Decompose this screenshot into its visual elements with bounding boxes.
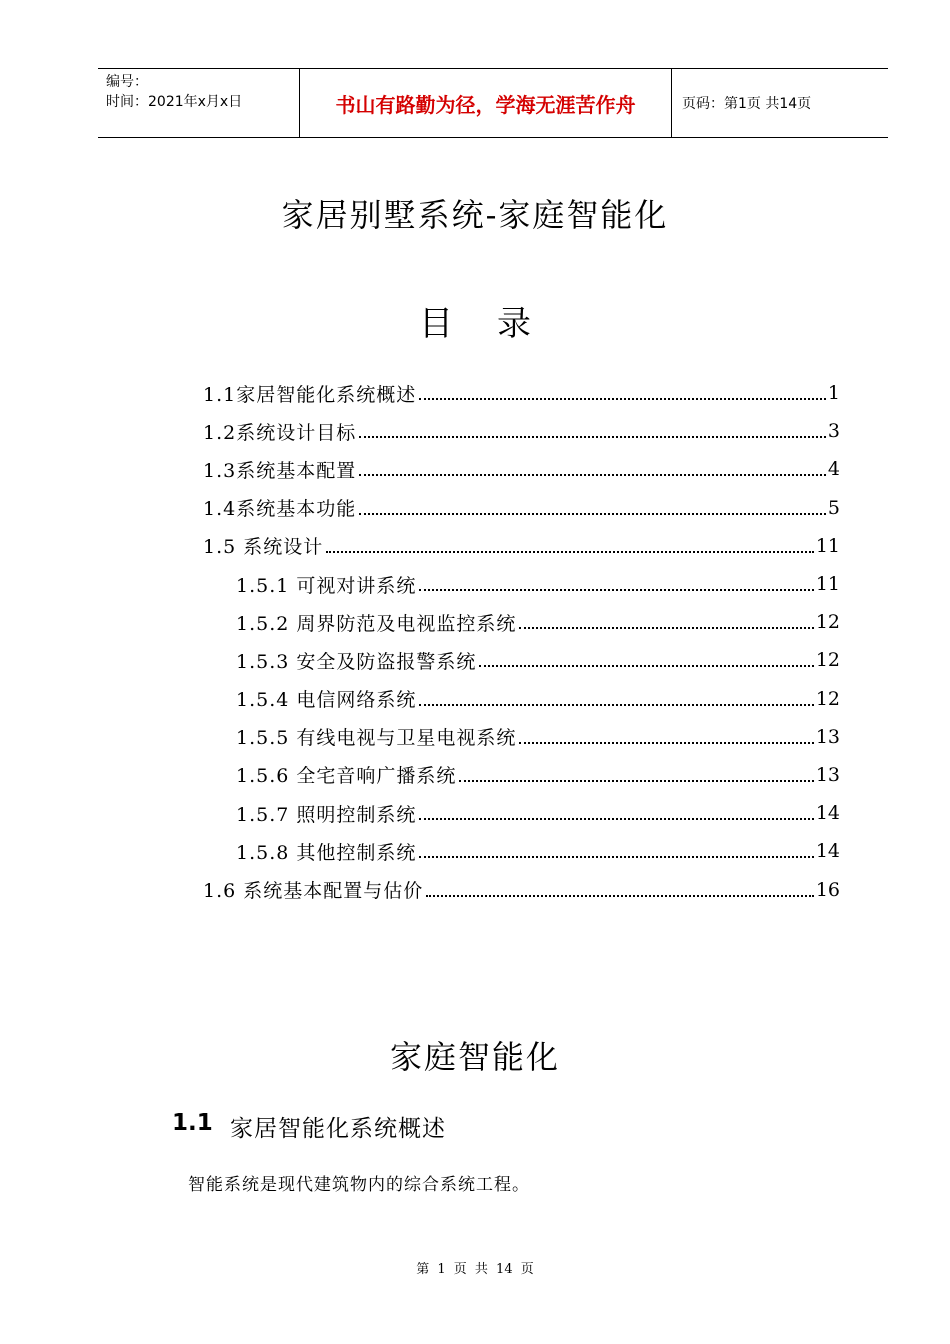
toc-leader bbox=[326, 551, 814, 553]
toc-entry-label: 1.5.5 有线电视与卫星电视系统 bbox=[236, 727, 517, 750]
toc-entry-page: 16 bbox=[815, 878, 840, 901]
toc-leader bbox=[419, 818, 813, 820]
toc-entry-label: 1.6 系统基本配置与估价 bbox=[203, 880, 424, 903]
toc-leader bbox=[519, 742, 813, 744]
toc-entry-label: 1.5.6 全宅音响广播系统 bbox=[236, 765, 457, 788]
toc-entry-page: 11 bbox=[815, 534, 840, 557]
header-date: 时间：2021年x月x日 bbox=[106, 94, 243, 110]
toc-leader bbox=[459, 780, 813, 782]
toc-entry[interactable] bbox=[203, 565, 840, 603]
toc-leader bbox=[519, 627, 813, 629]
toc-entry[interactable] bbox=[203, 718, 840, 756]
toc-title: 目录 bbox=[419, 304, 575, 344]
toc-entry[interactable] bbox=[203, 832, 840, 870]
toc-leader bbox=[359, 513, 826, 515]
toc-entry[interactable] bbox=[203, 412, 840, 450]
body-paragraph: 智能系统是现代建筑物内的综合系统工程。 bbox=[188, 1175, 530, 1195]
toc-entry-label: 1.4系统基本功能 bbox=[203, 498, 357, 521]
toc-entry-label: 1.1家居智能化系统概述 bbox=[203, 383, 417, 406]
toc-entry-label: 1.5 系统设计 bbox=[203, 536, 324, 559]
toc-entry[interactable] bbox=[203, 489, 840, 527]
subsection-title: 家居智能化系统概述 bbox=[230, 1116, 446, 1142]
toc-entry-page: 12 bbox=[815, 649, 840, 672]
toc-entry[interactable] bbox=[203, 527, 840, 565]
page-footer: 第 1 页 共 14 页 bbox=[416, 1262, 534, 1277]
header-number-label: 编号： bbox=[106, 74, 148, 90]
toc-entry-page: 4 bbox=[827, 458, 840, 481]
toc-leader bbox=[419, 704, 813, 706]
toc-leader bbox=[419, 398, 826, 400]
toc-entry-page: 13 bbox=[815, 763, 840, 786]
toc-leader bbox=[419, 856, 813, 858]
toc-entry-page: 11 bbox=[815, 573, 840, 596]
table-of-contents bbox=[203, 374, 840, 909]
toc-entry[interactable] bbox=[203, 603, 840, 641]
toc-entry-label: 1.5.7 照明控制系统 bbox=[236, 803, 417, 826]
toc-entry[interactable] bbox=[203, 794, 840, 832]
toc-entry-page: 1 bbox=[827, 382, 840, 405]
toc-entry-label: 1.5.8 其他控制系统 bbox=[236, 841, 417, 864]
toc-entry[interactable] bbox=[203, 756, 840, 794]
document-title: 家居别墅系统-家庭智能化 bbox=[281, 196, 669, 234]
toc-entry-page: 14 bbox=[815, 840, 840, 863]
toc-entry-page: 13 bbox=[815, 725, 840, 748]
header-meta bbox=[98, 69, 300, 137]
toc-entry-label: 1.5.4 电信网络系统 bbox=[236, 689, 417, 712]
toc-entry-label: 1.2系统设计目标 bbox=[203, 421, 357, 444]
toc-leader bbox=[479, 665, 813, 667]
toc-entry-label: 1.5.1 可视对讲系统 bbox=[236, 574, 417, 597]
toc-entry-page: 5 bbox=[827, 496, 840, 519]
toc-entry-label: 1.5.2 周界防范及电视监控系统 bbox=[236, 612, 517, 635]
section-title: 家庭智能化 bbox=[389, 1038, 560, 1076]
toc-entry[interactable] bbox=[203, 870, 840, 908]
toc-entry-page: 3 bbox=[827, 420, 840, 443]
toc-leader bbox=[359, 436, 826, 438]
toc-entry-page: 12 bbox=[815, 687, 840, 710]
header-motto: 书山有路勤为径，学海无涯苦作舟 bbox=[300, 69, 672, 137]
toc-entry-label: 1.3系统基本配置 bbox=[203, 459, 357, 482]
toc-leader bbox=[426, 895, 814, 897]
toc-leader bbox=[419, 589, 813, 591]
page-header bbox=[98, 68, 888, 138]
toc-entry[interactable] bbox=[203, 450, 840, 488]
toc-leader bbox=[359, 474, 826, 476]
toc-entry[interactable] bbox=[203, 680, 840, 718]
toc-entry-page: 12 bbox=[815, 611, 840, 634]
subsection-number: 1.1 bbox=[172, 1110, 213, 1136]
toc-entry-page: 14 bbox=[815, 802, 840, 825]
subsection-heading bbox=[172, 1110, 446, 1143]
header-page-info: 页码：第1页 共14页 bbox=[682, 96, 812, 112]
toc-entry[interactable] bbox=[203, 641, 840, 679]
toc-entry-label: 1.5.3 安全及防盗报警系统 bbox=[236, 650, 477, 673]
toc-entry[interactable] bbox=[203, 374, 840, 412]
